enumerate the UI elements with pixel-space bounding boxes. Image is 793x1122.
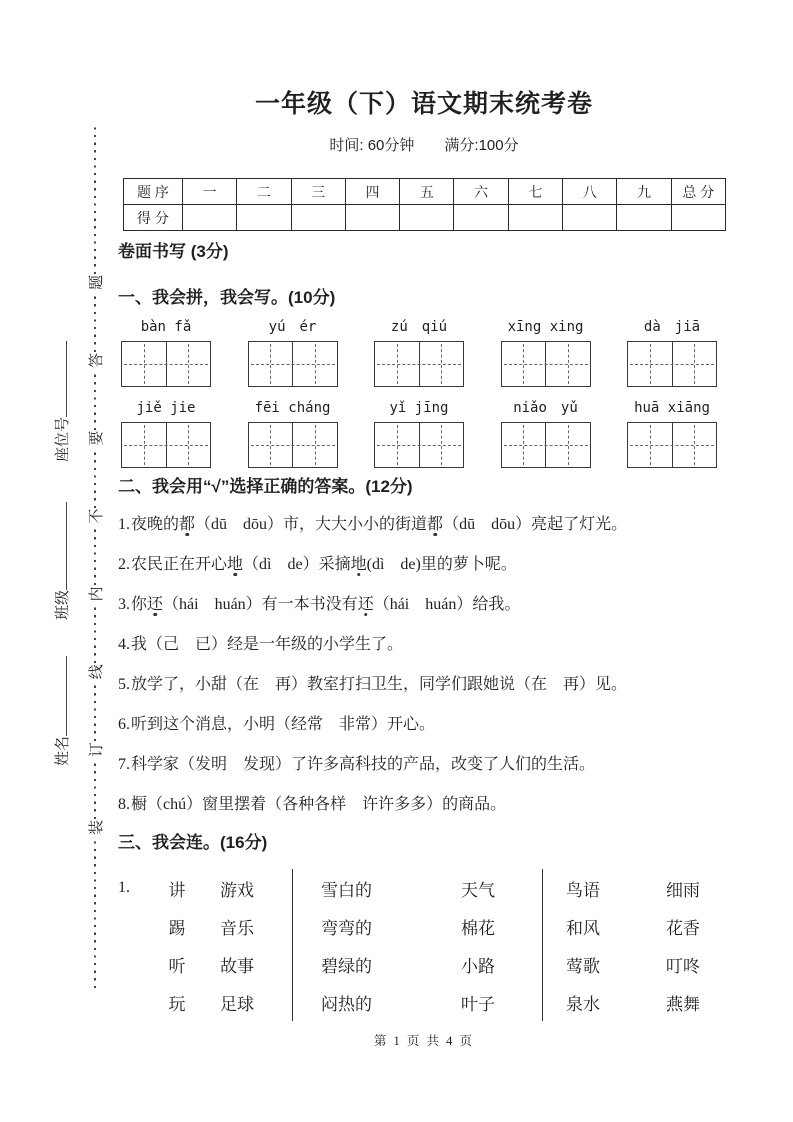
question-text: （dì de）采摘	[243, 556, 351, 573]
match-right-item: 细雨	[666, 880, 700, 900]
binding-line-char: 不	[88, 508, 105, 524]
binding-line-char: 要	[88, 430, 105, 446]
question	[118, 553, 730, 577]
question-number: 2.	[118, 556, 130, 573]
pinyin-row-2	[121, 400, 717, 468]
pinyin-label: yú ér	[268, 319, 317, 335]
question	[118, 513, 730, 537]
question-text: (dì de)里的萝卜呢。	[366, 556, 517, 573]
grid-cell	[419, 423, 464, 467]
question-number: 3.	[118, 596, 130, 613]
emphasized-char: 还	[357, 596, 374, 613]
pinyin-group	[501, 400, 591, 468]
page-footer: 第 1 页 共 4 页	[373, 1034, 475, 1048]
pinyin-group	[121, 319, 211, 387]
match-group-1	[118, 869, 292, 1021]
binding-line-char: 装	[88, 819, 105, 835]
question-number: 8.	[118, 796, 130, 813]
match-right-item: 叮咚	[666, 956, 700, 976]
score-table-score-row	[124, 205, 726, 231]
page-title: 一年级（下）语文期末统考卷	[254, 90, 593, 118]
match-question-number: 1.	[118, 879, 130, 896]
score-header-cell: 三	[291, 179, 345, 205]
score-table	[123, 178, 726, 231]
grid-cell	[502, 342, 546, 386]
score-table-header-row	[124, 179, 726, 205]
match-group-3	[542, 869, 728, 1021]
writing-grid	[374, 341, 464, 387]
pinyin-group	[627, 319, 717, 387]
question-number: 7.	[118, 756, 130, 773]
match-right-item: 棉花	[461, 918, 495, 938]
question	[118, 753, 730, 777]
match-left-item: 闷热的	[321, 994, 372, 1014]
grid-cell	[672, 342, 717, 386]
grid-cell	[122, 342, 166, 386]
binding-dots	[94, 291, 97, 352]
pinyin-group	[627, 400, 717, 468]
pinyin-row-1	[121, 319, 717, 387]
question-text: 听到这个消息，小明（经常 非常）开心。	[131, 716, 436, 733]
pinyin-label: bàn fǎ	[140, 319, 192, 335]
question	[118, 713, 730, 737]
match-row	[118, 983, 254, 1021]
emphasized-char: 地	[227, 556, 244, 573]
grid-cell	[375, 342, 419, 386]
grid-cell	[166, 342, 211, 386]
score-value-cell	[183, 205, 237, 231]
pinyin-label: yǐ jīng	[389, 400, 449, 416]
match-right-item: 叶子	[461, 994, 495, 1014]
pinyin-group	[248, 400, 338, 468]
match-left-item: 雪白的	[321, 880, 372, 900]
writing-grid	[121, 341, 211, 387]
full-score: 满分:100分	[444, 137, 519, 154]
student-name-label	[52, 646, 74, 766]
question	[118, 633, 730, 657]
match-left-item: 弯弯的	[321, 918, 372, 938]
question-text: （hái huán）给我。	[373, 596, 521, 613]
score-value-cell	[400, 205, 454, 231]
question-text: （dū dōu）亮起了灯光。	[443, 516, 628, 533]
pinyin-label: niǎo yǔ	[513, 400, 578, 416]
question-text: （dū dōu）市，大大小小的街道	[195, 516, 428, 533]
paper-content	[118, 0, 730, 1049]
question	[118, 793, 730, 817]
pinyin-group	[248, 319, 338, 387]
student-name-blank-line	[52, 656, 67, 736]
pinyin-label: zú qiú	[390, 319, 448, 335]
writing-grid	[374, 422, 464, 468]
class-label	[52, 492, 74, 620]
match-row	[321, 983, 495, 1021]
writing-grid	[248, 341, 338, 387]
score-header-cell: 七	[508, 179, 562, 205]
match-row	[321, 945, 495, 983]
binding-dots	[94, 525, 97, 586]
seat-number-text: 座位号	[55, 416, 71, 462]
match-row	[321, 907, 495, 945]
binding-dots	[94, 758, 97, 819]
score-header-cell: 八	[563, 179, 617, 205]
match-row	[566, 907, 700, 945]
match-right-item: 天气	[461, 880, 495, 900]
section-heading-2: 二、我会用“√”选择正确的答案。(12分)	[118, 477, 413, 496]
pinyin-label: dà jiā	[643, 319, 701, 335]
section-heading-handwriting: 卷面书写 (3分)	[118, 242, 229, 261]
question-text: 橱（chú）窗里摆着（各种各样 许许多多）的商品。	[131, 796, 507, 813]
match-right-item: 花香	[666, 918, 700, 938]
match-row	[566, 983, 700, 1021]
writing-grid	[248, 422, 338, 468]
question-text: 你	[131, 596, 148, 613]
match-row	[118, 907, 254, 945]
pinyin-group	[121, 400, 211, 468]
binding-dots	[94, 122, 97, 274]
grid-cell	[292, 342, 337, 386]
binding-dots	[94, 602, 97, 663]
writing-grid	[627, 341, 717, 387]
match-right-item: 小路	[461, 956, 495, 976]
time-limit: 时间: 60分钟	[329, 137, 415, 154]
match-left-item: 鸟语	[566, 880, 600, 900]
writing-grid	[501, 341, 591, 387]
grid-cell	[628, 342, 672, 386]
question-text: 我（己 已）经是一年级的小学生了。	[131, 636, 404, 653]
pinyin-label: jiě jie	[136, 400, 196, 416]
grid-cell	[545, 423, 590, 467]
grid-cell	[502, 423, 546, 467]
section-heading-3: 三、我会连。(16分)	[118, 833, 268, 852]
exam-meta	[118, 135, 730, 157]
binding-line-char: 题	[88, 275, 105, 291]
student-name-text: 姓名	[55, 735, 71, 766]
match-left-item: 和风	[566, 918, 600, 938]
class-text: 班级	[55, 589, 71, 620]
match-right-item: 音乐	[220, 918, 254, 938]
match-left-item: 讲	[168, 880, 186, 900]
binding-line-char: 答	[88, 352, 105, 368]
pinyin-group	[501, 319, 591, 387]
grid-cell	[628, 423, 672, 467]
question	[118, 673, 730, 697]
binding-line-char: 线	[88, 664, 105, 680]
score-value-cell	[563, 205, 617, 231]
match-right-item: 游戏	[220, 880, 254, 900]
match-left-item: 听	[168, 956, 186, 976]
score-value-cell	[508, 205, 562, 231]
score-row-label: 得 分	[124, 205, 183, 231]
match-row	[118, 869, 254, 907]
score-value-cell	[617, 205, 671, 231]
question-number: 5.	[118, 676, 130, 693]
question-text: 科学家（发明 发现）了许多高科技的产品，改变了人们的生活。	[131, 756, 596, 773]
binding-line	[87, 122, 103, 988]
binding-line-char: 订	[88, 742, 105, 758]
binding-line-char: 内	[88, 586, 105, 602]
writing-grid	[627, 422, 717, 468]
score-value-cell	[671, 205, 725, 231]
class-blank-line	[52, 502, 67, 590]
grid-cell	[545, 342, 590, 386]
writing-grid	[121, 422, 211, 468]
score-header-cell: 总 分	[671, 179, 725, 205]
emphasized-char: 都	[179, 516, 196, 533]
score-header-cell: 二	[237, 179, 291, 205]
question-number: 1.	[118, 516, 130, 533]
seat-number-label	[52, 320, 74, 462]
match-row	[566, 869, 700, 907]
score-header-cell: 四	[345, 179, 399, 205]
binding-dots	[94, 836, 97, 988]
match-left-item: 玩	[168, 994, 186, 1014]
match-right-item: 燕舞	[666, 994, 700, 1014]
emphasized-char: 地	[350, 556, 367, 573]
grid-cell	[672, 423, 717, 467]
binding-dots	[94, 680, 97, 741]
match-left-item: 踢	[168, 918, 186, 938]
binding-dots	[94, 447, 97, 508]
pinyin-group	[374, 400, 464, 468]
match-right-item: 足球	[220, 994, 254, 1014]
score-value-cell	[237, 205, 291, 231]
question-list	[118, 513, 730, 817]
match-section	[118, 869, 730, 1021]
score-value-cell	[345, 205, 399, 231]
question-text: 放学了，小甜（在 再）教室打扫卫生，同学们跟她说（在 再）见。	[131, 676, 628, 693]
emphasized-char: 都	[427, 516, 444, 533]
question-number: 6.	[118, 716, 130, 733]
score-header-cell: 九	[617, 179, 671, 205]
pinyin-label: fēi cháng	[254, 400, 331, 416]
pinyin-group	[374, 319, 464, 387]
grid-cell	[292, 423, 337, 467]
grid-cell	[122, 423, 166, 467]
grid-cell	[249, 423, 293, 467]
match-left-item: 泉水	[566, 994, 600, 1014]
score-value-cell	[454, 205, 508, 231]
match-row	[321, 869, 495, 907]
score-header-cell: 五	[400, 179, 454, 205]
score-header-cell: 六	[454, 179, 508, 205]
match-left-item: 莺歌	[566, 956, 600, 976]
grid-cell	[249, 342, 293, 386]
grid-cell	[419, 342, 464, 386]
writing-grid	[501, 422, 591, 468]
pinyin-label: xīng xing	[507, 319, 584, 335]
score-header-cell: 一	[183, 179, 237, 205]
section-heading-1: 一、我会拼，我会写。(10分)	[118, 288, 336, 307]
score-value-cell	[291, 205, 345, 231]
question-text: 夜晚的	[131, 516, 180, 533]
match-right-item: 故事	[220, 956, 254, 976]
pinyin-label: huā xiāng	[634, 400, 710, 416]
question	[118, 593, 730, 617]
score-table-corner-cell: 题 序	[124, 179, 183, 205]
match-left-item: 碧绿的	[321, 956, 372, 976]
binding-dots	[94, 369, 97, 430]
question-text: （hái huán）有一本书没有	[163, 596, 358, 613]
match-group-2	[292, 869, 542, 1021]
question-text: 农民正在开心	[131, 556, 228, 573]
match-row	[118, 945, 254, 983]
grid-cell	[375, 423, 419, 467]
emphasized-char: 还	[147, 596, 164, 613]
match-row	[566, 945, 700, 983]
seat-number-blank-line	[52, 341, 67, 417]
grid-cell	[166, 423, 211, 467]
question-number: 4.	[118, 636, 130, 653]
